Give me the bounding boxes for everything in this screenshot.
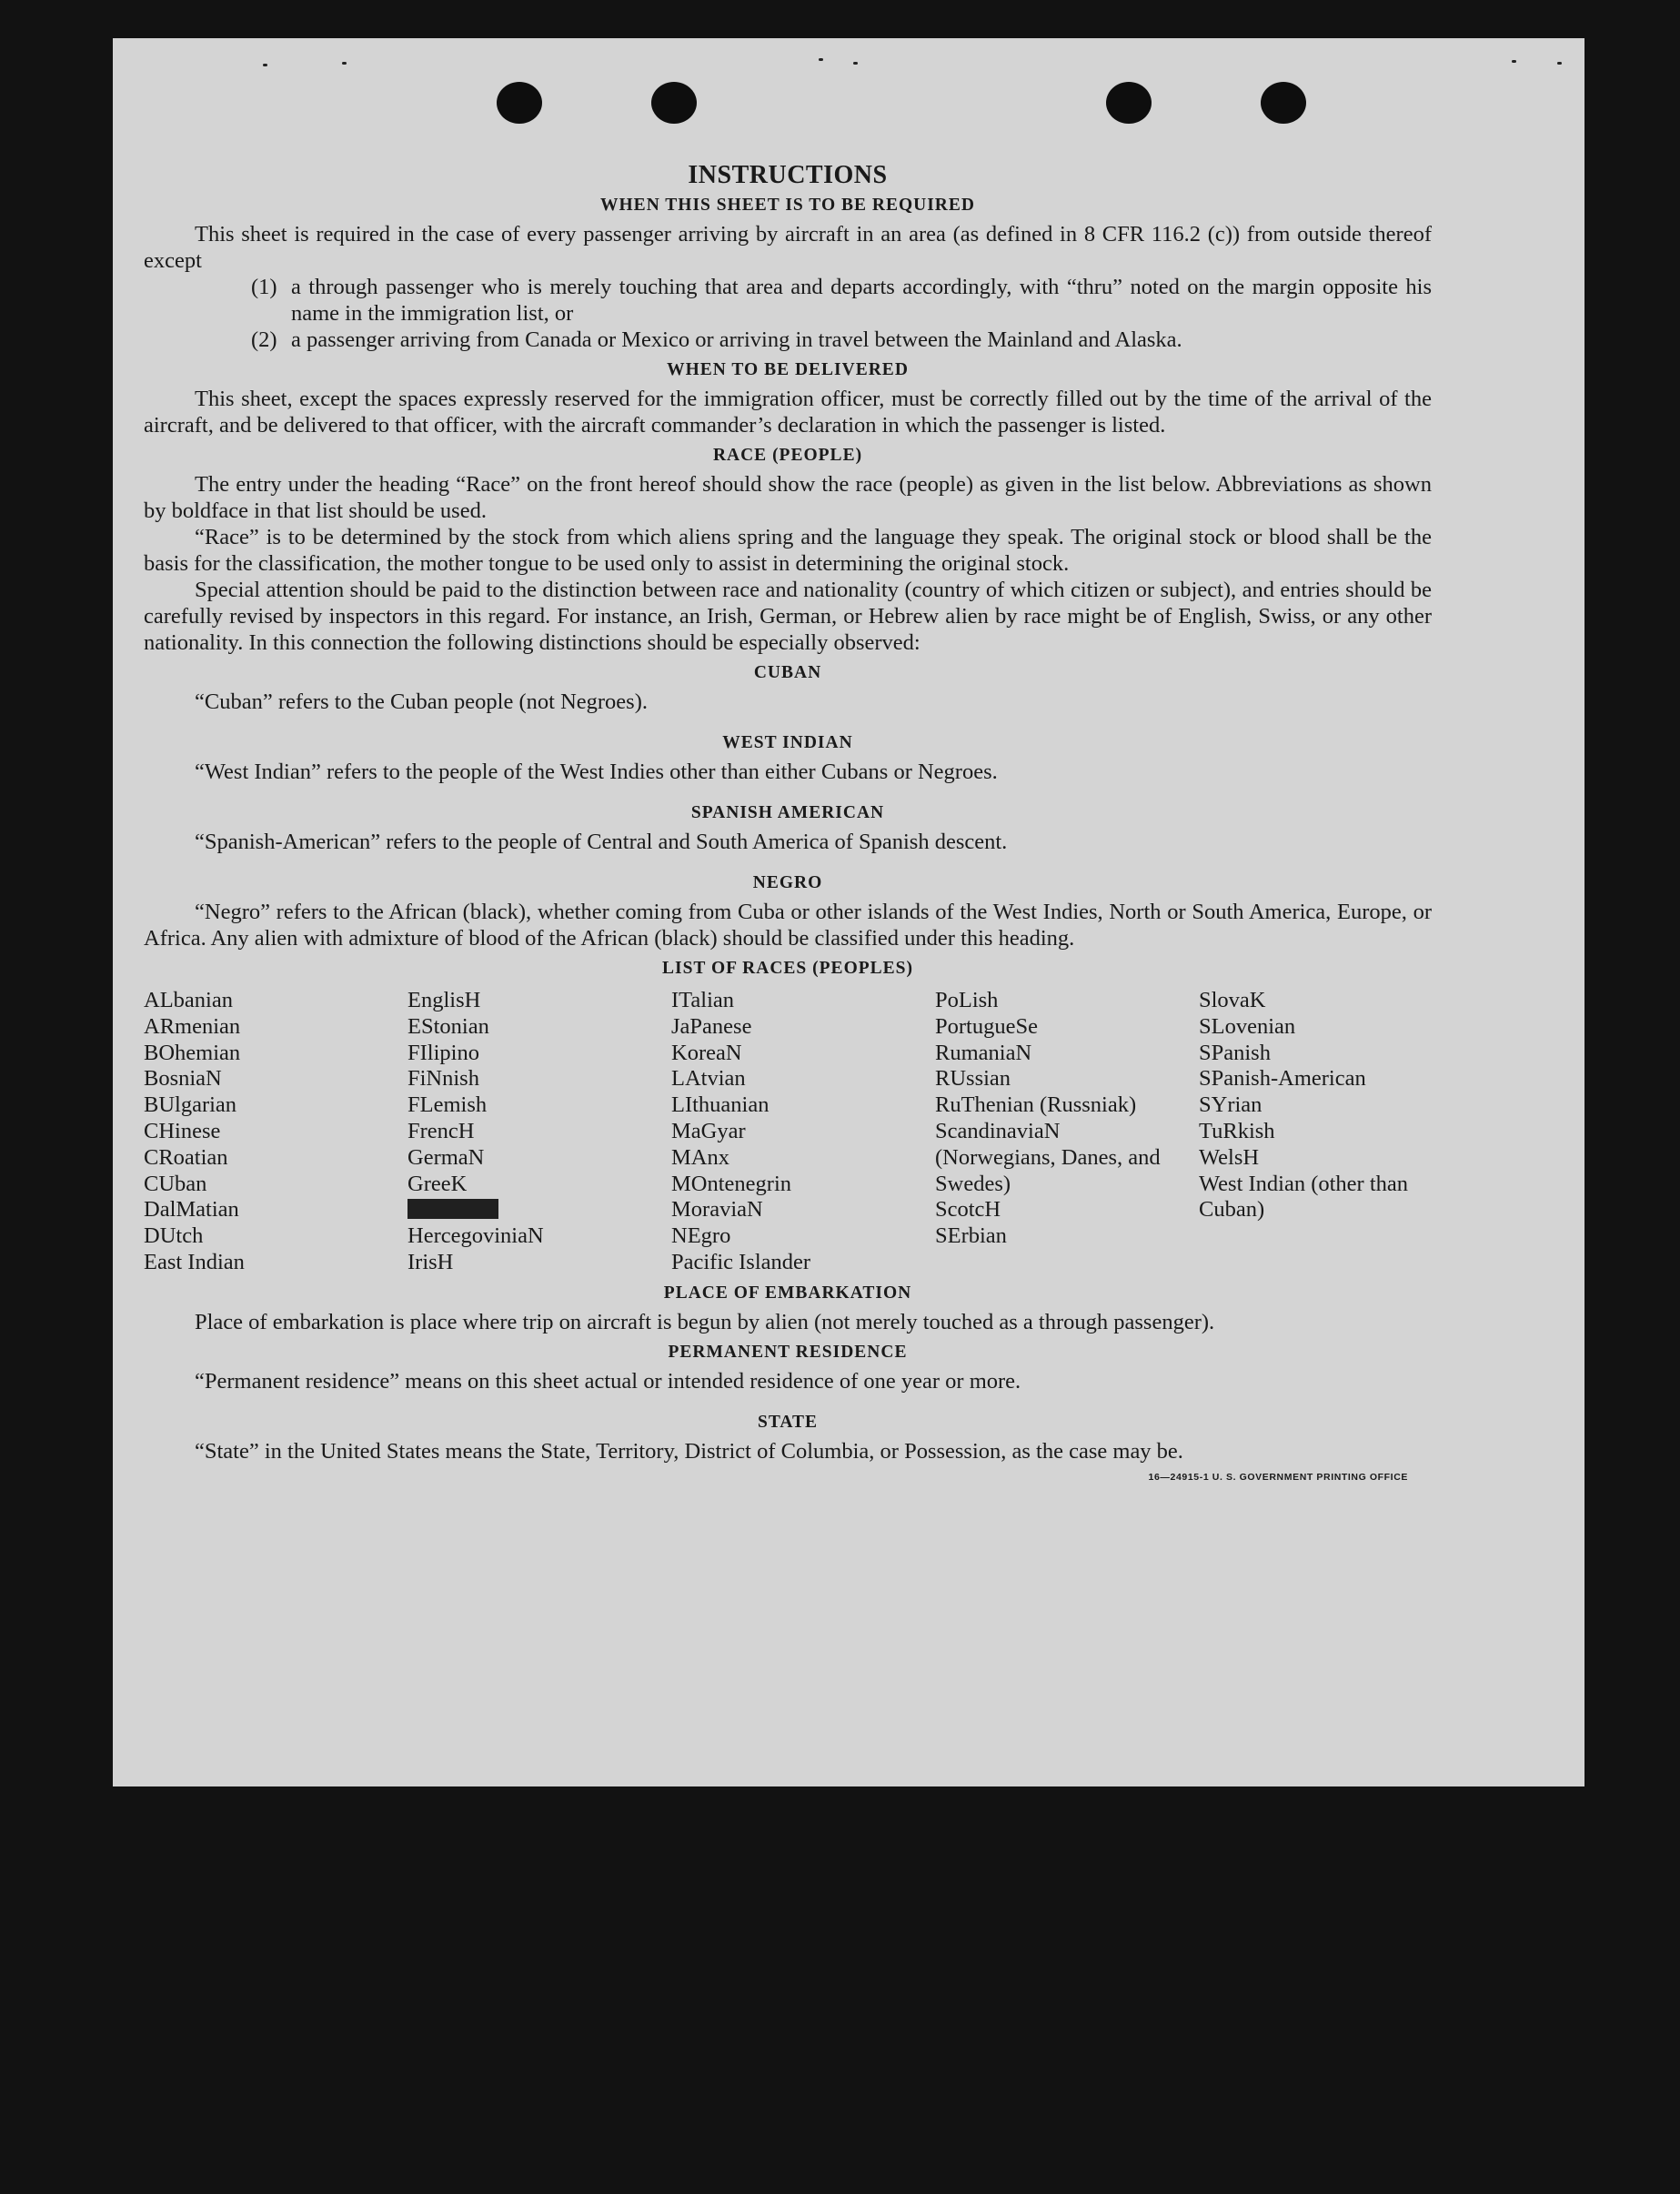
exception-text: a through passenger who is merely touching that area and departs accordingly, with “thru” noted on the margin opposite his name in the immigration list, or xyxy=(291,275,1432,326)
punch-hole xyxy=(497,82,542,124)
dust-speck xyxy=(1557,62,1562,65)
spanish-american-text: “Spanish-American” refers to the people of Central and South America of Spanish descent. xyxy=(195,830,1008,854)
race-column xyxy=(935,988,1199,1276)
dust-speck xyxy=(853,62,858,65)
race-item: WelsH xyxy=(1199,1144,1260,1170)
permanent-residence-text: “Permanent residence” means on this sheet actual or intended residence of one year or more. xyxy=(195,1368,1021,1394)
section-heading-negro: NEGRO xyxy=(752,873,823,892)
dust-speck xyxy=(1512,60,1516,63)
race-item: BosniaN xyxy=(144,1066,222,1092)
race-item: BOhemian xyxy=(144,1040,241,1065)
exception-item xyxy=(251,327,1432,353)
cuban-text: “Cuban” refers to the Cuban people (not Negroes). xyxy=(195,689,648,714)
race-item: RUssian xyxy=(935,1066,1011,1092)
race-item: RumaniaN xyxy=(935,1040,1032,1065)
race-item: KoreaN xyxy=(671,1040,742,1065)
redaction-mark xyxy=(407,1199,498,1219)
race-item: CRoatian xyxy=(144,1144,228,1170)
race-item: HercegoviniaN xyxy=(407,1223,544,1249)
section-heading-place-of-embarkation: PLACE OF EMBARKATION xyxy=(663,1283,912,1303)
page-title: INSTRUCTIONS xyxy=(688,161,888,189)
instructions-content xyxy=(144,162,1432,1491)
race-item: LIthuanian xyxy=(671,1092,770,1118)
negro-text: “Negro” refers to the African (black), whether coming from Cuba or other islands of the West Indies, North or South America, Europe, or Africa. Any alien with admixture of blood of the African (black) should be classified under this heading. xyxy=(144,900,1432,951)
race-paragraph-1: The entry under the heading “Race” on the front hereof should show the race (people) as given in the list below. Abbreviations as shown by boldface in that list should be used. xyxy=(144,472,1432,523)
race-item: ScandinaviaN (Norwegians, Danes, and Swedes) xyxy=(935,1118,1161,1196)
dust-speck xyxy=(819,58,823,61)
race-item: DalMatian xyxy=(144,1197,239,1223)
race-item: EStonian xyxy=(407,1013,489,1039)
footer xyxy=(144,1464,1432,1491)
place-of-embarkation-text: Place of embarkation is place where trip on aircraft is begun by alien (not merely touched as a through passenger). xyxy=(195,1309,1215,1334)
exception-number: (2) xyxy=(251,327,277,352)
race-item: CHinese xyxy=(144,1118,221,1143)
race-paragraph-2: “Race” is to be determined by the stock from which aliens spring and the language they speak. The original stock or blood shall be the basis for the classification, the mother tongue to be used only to assist in determining the original stock. xyxy=(144,525,1432,576)
race-item: MoraviaN xyxy=(671,1197,763,1223)
race-item: East Indian xyxy=(144,1249,245,1274)
printer-mark: 16—24915-1 U. S. GOVERNMENT PRINTING OFFICE xyxy=(1148,1471,1408,1483)
section-heading-when-required: WHEN THIS SHEET IS TO BE REQUIRED xyxy=(600,196,975,215)
race-item: GreeK xyxy=(407,1171,468,1196)
race-item: MaGyar xyxy=(671,1118,746,1143)
race-item: Pacific Islander xyxy=(671,1249,811,1274)
race-column xyxy=(144,988,407,1276)
race-item: PoLish xyxy=(935,988,999,1012)
race-list xyxy=(144,988,1432,1276)
race-item-redacted xyxy=(407,1197,671,1223)
race-item: ALbanian xyxy=(144,988,233,1012)
section-heading-when-delivered: WHEN TO BE DELIVERED xyxy=(667,360,909,379)
race-column xyxy=(1199,988,1432,1276)
race-item: JaPanese xyxy=(671,1013,752,1039)
race-item: FIlipino xyxy=(407,1040,479,1065)
when-delivered-text: This sheet, except the spaces expressly reserved for the immigration officer, must be correctly filled out by the time of the arrival of the aircraft, and be delivered to that officer, with the aircraft commander’s declaration in which the passenger is listed. xyxy=(144,387,1432,438)
state-text: “State” in the United States means the State, Territory, District of Columbia, or Possession, as the case may be. xyxy=(195,1438,1183,1464)
exception-text: a passenger arriving from Canada or Mexico or arriving in travel between the Mainland and Alaska. xyxy=(291,327,1182,352)
race-item: FiNnish xyxy=(407,1066,479,1092)
section-heading-spanish-american: SPANISH AMERICAN xyxy=(690,803,885,822)
race-item: GermaN xyxy=(407,1144,485,1170)
race-item: MAnx xyxy=(671,1144,729,1170)
document-sheet xyxy=(113,38,1584,1786)
section-heading-race: RACE (PEOPLE) xyxy=(712,446,863,465)
section-heading-cuban: CUBAN xyxy=(753,663,822,682)
west-indian-text: “West Indian” refers to the people of the West Indies other than either Cubans or Negroes. xyxy=(195,760,998,784)
race-item: ScotcH xyxy=(935,1197,1001,1223)
race-item: FLemish xyxy=(407,1092,488,1118)
section-heading-permanent-residence: PERMANENT RESIDENCE xyxy=(668,1342,908,1362)
race-item: ARmenian xyxy=(144,1013,241,1039)
section-heading-west-indian: WEST INDIAN xyxy=(722,733,853,752)
race-paragraph-3: Special attention should be paid to the distinction between race and nationality (country of which citizen or subject), and entries should be carefully revised by inspectors in this regard. For instance, an Irish, German, or Hebrew alien by race might be of English, Swiss, or any other nationality. In this connection the following distinctions should be especially observed: xyxy=(144,578,1432,655)
race-item: CUban xyxy=(144,1171,207,1196)
race-item: ITalian xyxy=(671,988,735,1012)
race-item: FrencH xyxy=(407,1118,475,1143)
race-item: SPanish-American xyxy=(1199,1066,1366,1092)
section-heading-list-of-races: LIST OF RACES (PEOPLES) xyxy=(661,959,913,978)
exception-item xyxy=(251,274,1432,327)
punch-hole xyxy=(651,82,697,124)
dust-speck xyxy=(342,62,347,65)
race-item: West Indian (other than Cuban) xyxy=(1199,1171,1409,1223)
race-item: SYrian xyxy=(1199,1092,1263,1118)
exception-number: (1) xyxy=(251,275,277,299)
race-item: SPanish xyxy=(1199,1040,1271,1065)
race-item: TuRkish xyxy=(1199,1118,1275,1143)
race-item: MOntenegrin xyxy=(671,1171,791,1196)
race-item: LAtvian xyxy=(671,1066,746,1092)
section-heading-state: STATE xyxy=(757,1412,819,1432)
race-item: DUtch xyxy=(144,1223,204,1249)
punch-hole xyxy=(1106,82,1152,124)
when-required-intro: This sheet is required in the case of every passenger arriving by aircraft in an area (as defined in 8 CFR 116.2 (c)) from outside thereof except xyxy=(144,222,1432,273)
race-item: SErbian xyxy=(935,1223,1007,1249)
dust-speck xyxy=(263,64,267,66)
race-column xyxy=(671,988,935,1276)
punch-hole xyxy=(1261,82,1306,124)
race-item: EnglisH xyxy=(407,988,481,1012)
race-item: PortugueSe xyxy=(935,1013,1038,1039)
race-item: IrisH xyxy=(407,1249,454,1274)
race-item: SLovenian xyxy=(1199,1013,1296,1039)
race-column xyxy=(407,988,671,1276)
race-item: NEgro xyxy=(671,1223,731,1249)
race-item: BUlgarian xyxy=(144,1092,237,1118)
race-item: SlovaK xyxy=(1199,988,1266,1012)
race-item: RuThenian (Russniak) xyxy=(935,1092,1137,1118)
